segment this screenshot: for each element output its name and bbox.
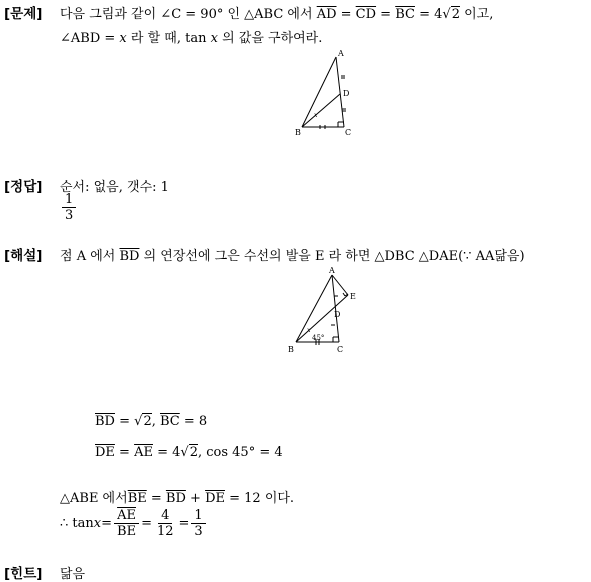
fig2-label-a: A xyxy=(329,266,335,275)
fig2-label-c: C xyxy=(337,345,344,354)
solution-formula-1: $\overline{BD} = √2$, $\overline{BC} = 8$ xyxy=(95,414,208,429)
fig1-label-x: x xyxy=(314,112,318,119)
segment-bd-line xyxy=(302,94,340,127)
hint-label: [힌트] xyxy=(4,566,43,582)
answer-meta: 순서: 없음, 갯수: 1 xyxy=(60,180,169,195)
segment-cd: $\overline{CD}$ xyxy=(355,7,377,22)
problem-label: [문제] xyxy=(4,6,43,22)
problem-line-1: 다음 그림과 같이 ∠C = 90° 인 △ABC 에서 $\overline{AD} = \overline{CD} = \overline{BC} = 4√2$ 이고, xyxy=(60,7,494,22)
side-ba xyxy=(302,57,336,127)
solution-label: [해설] xyxy=(4,248,43,264)
solution-conclusion: ∴ tan x = $\frac{\overline{AE}}{BE}$ = $\frac{4}{12}$ = $\frac{1}{3}$ xyxy=(60,505,208,541)
fig1-label-a: A xyxy=(338,49,344,58)
segment-bc: $\overline{BC}$ xyxy=(395,7,415,22)
segment-ae-line xyxy=(332,275,348,295)
segment-ad: $\overline{AD}$ xyxy=(316,7,337,22)
fig2-label-angle: 45° xyxy=(312,334,325,342)
fig2-label-d: D xyxy=(334,310,341,319)
solution-line-1: 점 A 에서 $\overline{BD}$ 의 연장선에 그은 수선의 발을 E 라 하면 △DBC △DAE(∵ AA닮음) xyxy=(60,249,525,264)
fig2-label-b: B xyxy=(288,345,294,354)
solution-line-3: △ABE 에서$\overline{BE} = \overline{BD} + \overline{DE} = 12$ 이다. xyxy=(60,491,295,506)
solution-figure xyxy=(282,262,372,357)
problem-line-2: ∠ABD = x 라 할 때, tan x 의 값을 구하여라. xyxy=(60,31,323,46)
answer-label: [정답] xyxy=(4,179,43,195)
fig1-label-b: B xyxy=(295,128,301,137)
problem-figure xyxy=(290,45,365,140)
fig2-label-x: x xyxy=(307,327,311,334)
solution-formula-2: $\overline{DE} = \overline{AE} = 4√2$, cos 45° = 4 xyxy=(95,445,283,460)
fig1-label-d: D xyxy=(343,89,350,98)
answer-value: $\frac{1}{3}$ xyxy=(60,192,78,223)
fig1-label-c: C xyxy=(345,128,352,137)
fig2-label-e: E xyxy=(350,292,356,301)
hint-text: 닮음 xyxy=(60,567,86,582)
